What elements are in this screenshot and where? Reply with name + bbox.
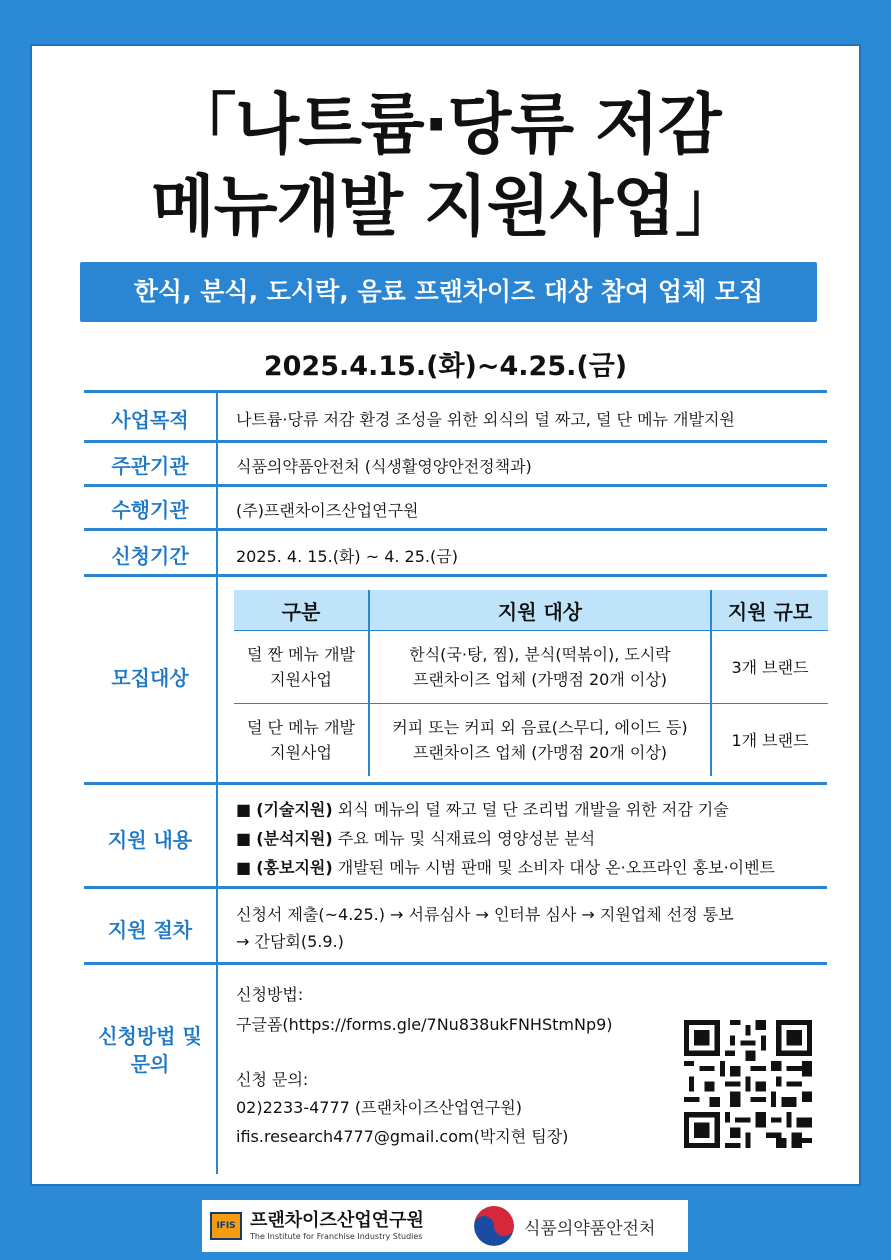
target-line: 프랜차이즈 업체 (가맹점 20개 이상): [412, 743, 668, 762]
contact-label: [84, 1022, 216, 1078]
support-text: 개발된 메뉴 시범 판매 및 소비자 대상 온·오프라인 홍보·이벤트: [332, 858, 776, 877]
apply-period-label: 신청기간: [111, 544, 189, 568]
inquiry-title: 신청 문의:: [236, 1070, 309, 1089]
target-cell: [369, 704, 711, 777]
ifis-name: 프랜차이즈산업연구원: [250, 1210, 424, 1231]
divider: [84, 390, 827, 393]
support-tag: (기술지원): [256, 800, 333, 819]
footer-logos: [202, 1200, 688, 1252]
target-line: 프랜차이즈 업체 (가맹점 20개 이상): [412, 670, 668, 689]
ifis-english-name: The Institute for Franchise Industry Studies: [250, 1232, 423, 1241]
support-text: 외식 메뉴의 덜 짜고 덜 단 조리법 개발을 위한 저감 기술: [332, 800, 729, 819]
purpose-label: 사업목적: [111, 408, 189, 432]
support-tag: (홍보지원): [256, 858, 333, 877]
recruit-table-header: [234, 590, 828, 631]
header-target: 지원 대상: [369, 590, 711, 631]
divider: [84, 440, 827, 443]
category-cell: [234, 631, 369, 704]
table-row: [234, 631, 828, 704]
target-line: 한식(국·탕, 찜), 분식(떡볶이), 도시락: [409, 645, 671, 664]
divider: [84, 484, 827, 487]
operator-value: (주)프랜차이즈산업연구원: [236, 501, 419, 520]
apply-period-value: 2025. 4. 15.(화) ~ 4. 25.(금): [236, 547, 458, 566]
column-divider: [216, 392, 218, 1174]
category-line: 덜 짠 메뉴 개발: [247, 645, 355, 664]
recruit-label: 모집대상: [111, 666, 189, 690]
contact-label-line: 문의: [130, 1052, 170, 1076]
category-line: 지원사업: [270, 743, 332, 762]
title-line-2: 메뉴개발 지원사업」: [150, 168, 741, 245]
recruit-period-heading: 2025.4.15.(화)~4.25.(금): [263, 351, 628, 382]
host-value: 식품의약품안전처 (식생활영양안전정책과): [236, 457, 532, 476]
subtitle-banner: 한식, 분식, 도시락, 음료 프랜차이즈 대상 참여 업체 모집: [80, 262, 817, 322]
divider: [84, 962, 827, 965]
inquiry-email[interactable]: ifis.research4777@gmail.com(박지현 팀장): [236, 1127, 569, 1146]
support-item: [236, 795, 729, 824]
support-label: 지원 내용: [107, 828, 193, 852]
header-category: 구분: [234, 590, 369, 631]
ifis-logo-icon: IFIS: [210, 1212, 242, 1240]
poster: [40, 54, 851, 1176]
mfds-emblem-icon: [474, 1206, 514, 1246]
support-item: [236, 853, 775, 882]
square-bullet-icon: ■: [236, 858, 252, 877]
table-row: [234, 704, 828, 777]
mfds-name: 식품의약품안전처: [524, 1219, 656, 1239]
divider: [84, 782, 827, 785]
category-line: 지원사업: [270, 670, 332, 689]
square-bullet-icon: ■: [236, 829, 252, 848]
square-bullet-icon: ■: [236, 800, 252, 819]
inquiry-phone: 02)2233-4777 (프랜차이즈산업연구원): [236, 1098, 522, 1117]
target-line: 커피 또는 커피 외 음료(스무디, 에이드 등): [392, 718, 688, 737]
poster-title: [40, 84, 851, 248]
operator-label: 수행기관: [111, 498, 189, 522]
divider: [84, 574, 827, 577]
procedure-line-1: 신청서 제출(~4.25.) → 서류심사 → 인터뷰 심사 → 지원업체 선정 통보: [236, 905, 734, 924]
support-item: [236, 824, 595, 853]
recruit-table: [234, 590, 828, 776]
qr-code-icon[interactable]: [684, 1020, 812, 1148]
support-tag: (분석지원): [256, 829, 333, 848]
host-label: 주관기관: [111, 454, 189, 478]
support-text: 주요 메뉴 및 식재료의 영양성분 분석: [332, 829, 596, 848]
divider: [84, 886, 827, 889]
category-cell: [234, 704, 369, 777]
scale-cell: 1개 브랜드: [711, 704, 828, 777]
method-link[interactable]: 구글폼(https://forms.gle/7Nu838ukFNHStmNp9): [236, 1015, 613, 1034]
procedure-line-2: → 간담회(5.9.): [236, 932, 344, 951]
header-scale: 지원 규모: [711, 590, 828, 631]
scale-cell: 3개 브랜드: [711, 631, 828, 704]
contact-label-line: 신청방법 및: [98, 1024, 202, 1048]
target-cell: [369, 631, 711, 704]
divider: [84, 528, 827, 531]
title-line-1: 「나트륨·당류 저감: [170, 86, 721, 163]
method-title: 신청방법:: [236, 985, 304, 1004]
purpose-value: 나트륨·당류 저감 환경 조성을 위한 외식의 덜 짜고, 덜 단 메뉴 개발지원: [236, 410, 735, 429]
category-line: 덜 단 메뉴 개발: [247, 718, 355, 737]
procedure-label: 지원 절차: [107, 918, 193, 942]
